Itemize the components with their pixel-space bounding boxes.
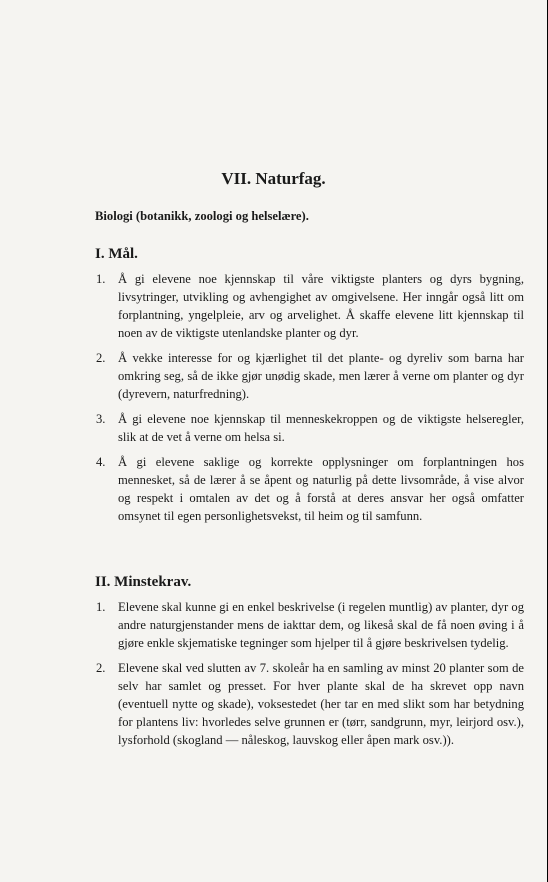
list-item: [96, 410, 524, 446]
item-number: 1.: [96, 600, 106, 614]
list-item: [96, 598, 524, 652]
list-item: [96, 659, 524, 749]
list-item: [96, 349, 524, 403]
item-text: Å vekke interesse for og kjærlighet til det plante- og dyreliv som barna har omkring seg, så de ikke gjør unødig skade, men lærer å verne om planter og dyr (dyrevern, naturfredning).: [118, 351, 524, 401]
item-text: Å gi elevene noe kjennskap til våre viktigste planters og dyrs bygning, livsytringer, utvikling og avhengighet av omgivelsene. Her inngår også litt om forplantning, yngelpleie, arv og arvelighet. Å skaffe elevene litt kjennskap til noen av de viktigste utenlandske planter og dyr.: [118, 272, 524, 340]
list-item: [96, 453, 524, 525]
requirements-list: [96, 598, 524, 756]
item-number: 2.: [96, 351, 106, 365]
item-number: 3.: [96, 412, 106, 426]
item-text: Å gi elevene saklige og korrekte opplysninger om forplantningen hos mennesket, så de lærer å se åpent og naturlig på dette livsområde, å vise alvor og respekt i omtalen av det og å forstå at deres ansvar her også omfatter omsynet til egen personlighetsvekst, til heim og til samfunn.: [118, 455, 524, 523]
subject-heading: Biologi (botanikk, zoologi og helselære).: [95, 209, 309, 223]
item-number: 1.: [96, 272, 106, 286]
item-text: Elevene skal kunne gi en enkel beskrivelse (i regelen muntlig) av planter, dyr og andre naturgjenstander mens de iakttar dem, og likeså skal de få noen øving i å gjøre enkle skjematiske tegninger som hjelper til å gjøre beskrivelsen tydelig.: [118, 600, 524, 650]
chapter-title: VII. Naturfag.: [221, 169, 326, 188]
item-number: 2.: [96, 661, 106, 675]
section-heading-maal: I. Mål.: [95, 246, 138, 262]
list-item: [96, 270, 524, 342]
item-number: 4.: [96, 455, 106, 469]
section-heading-minstekrav: II. Minstekrav.: [95, 574, 192, 590]
item-text: Elevene skal ved slutten av 7. skoleår ha en samling av minst 20 planter som de selv har samlet og presset. For hver plante skal de ha skrevet opp navn (eventuell nytte og skade), voksestedet (her tar en med slikt som har betydning for plantens liv: hvorledes selve grunnen er (tørr, sandgrunn, myr, leirjord osv.), lysforhold (skogland — nåleskog, lauvskog eller åpen mark osv.)).: [118, 661, 524, 747]
item-text: Å gi elevene noe kjennskap til menneskekroppen og de viktigste helseregler, slik at de vet å verne om helsa si.: [118, 412, 524, 444]
goals-list: [96, 270, 524, 532]
